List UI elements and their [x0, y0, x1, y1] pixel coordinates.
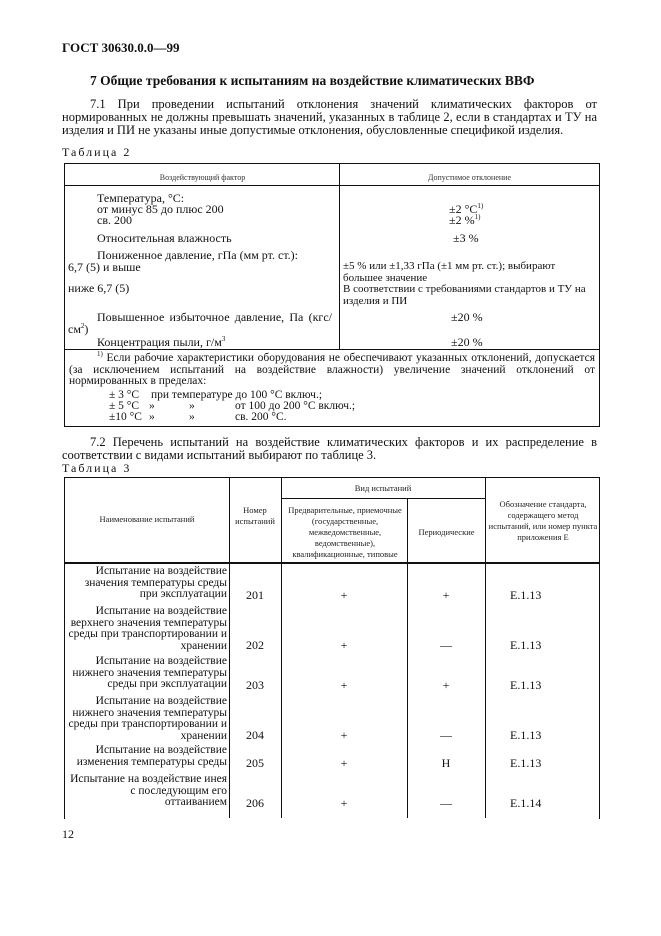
section-title: 7 Общие требования к испытаниям на воздействие климатических ВВФ [90, 73, 535, 88]
lowp-range2: ниже 6,7 (5) [68, 281, 130, 295]
fn-line3-dev: ±10 °С [109, 411, 142, 423]
table-row-202-number: 202 [246, 638, 264, 652]
dust-dev: ±20 % [451, 335, 483, 349]
table-row-203-per: + [442, 678, 450, 692]
highp-dev: ±20 % [451, 310, 483, 324]
table-row-202-per: — [440, 638, 452, 652]
fn-line1-cond: при температуре до 100 °С включ.; [151, 389, 323, 401]
temp-dev2: ±2 %$^{1)}$ [449, 213, 481, 227]
fn-line3-cond: св. 200 °С. [235, 411, 287, 423]
humidity-dev: ±3 % [453, 231, 479, 245]
table-row-206-name: Испытание на воздействие инея с последующим его оттаиванием [70, 773, 227, 808]
table-row-202-ref: Е.1.13 [510, 638, 542, 652]
table-row-206-number: 206 [246, 796, 264, 810]
table-row-204-number: 204 [246, 728, 264, 742]
table-row-205-per: Н [441, 756, 451, 770]
fn-line2-ditto: » [149, 400, 155, 412]
fn-line3-ditto2: » [189, 411, 195, 423]
table-row-201-name: Испытание на воздействие значения температуры среды при эксплуатации [84, 565, 227, 600]
fn-line2-ditto2: » [189, 400, 195, 412]
lowp-dev2: В соответствии с требованиями стандартов и ТУ на изделия и ПИ [343, 283, 586, 307]
table-row-205-name: Испытание на воздействие изменения температуры среды [76, 744, 227, 768]
table-row-204-pre: + [340, 728, 348, 742]
lowp-dev1: ±5 % или ±1,33 гПа (±1 мм рт. ст.); выбирают большее значение [343, 260, 556, 284]
table-row-202-name: Испытание на воздействие верхнего значения температуры среды при транспортировании и хранении [68, 605, 227, 652]
lowp-label: Пониженное давление, гПа (мм рт. ст.): [97, 248, 298, 262]
temp-range2: св. 200 [97, 213, 132, 227]
table2-caption: Таблица 2 [62, 145, 132, 159]
temp-dev1: ±2 $^\circ С^{1)}$ [449, 202, 484, 216]
table-row-204-name: Испытание на воздействие нижнего значения температуры среды при транспортировании и хранении [68, 695, 227, 742]
paragraph-7-2: 7.2 Перечень испытаний на воздействие климатических факторов и их распределение в соответствии с видами испытаний выбирают по таблице 3. [62, 435, 597, 462]
paragraph-7-1: 7.1 При проведении испытаний отклонения значений климатических факторов от нормированных не должны превышать значений, указанных в таблице 2, если в стандартах и ТУ на изделия и ПИ не указаны иные допустимые отклонения, обусловленные спецификой изделия. [62, 97, 597, 137]
table-row-206-ref: Е.1.14 [510, 796, 542, 810]
table3-header-kind: Вид испытаний [354, 483, 412, 493]
table3-header-reference: Обозначение стандарта, содержащего метод испытаний, или номер пункта приложения Е [488, 499, 598, 542]
table3-header-name: Наименование испытаний [99, 514, 195, 524]
table-row-206-pre: + [340, 796, 348, 810]
table-row-201-pre: + [340, 588, 348, 602]
table-row-203-number: 203 [246, 678, 264, 692]
lowp-range1: 6,7 (5) и выше [68, 260, 141, 274]
fn-line2-dev: ± 5 °С [109, 400, 140, 412]
table2 [64, 163, 600, 427]
document-header: ГОСТ 30630.0.0—99 [62, 40, 180, 55]
temp-label: Температура, °С: [97, 191, 185, 205]
dust-label: Концентрация пыли, $г/м^3$ [97, 335, 226, 349]
page-number: 12 [62, 827, 74, 841]
table-row-202-pre: + [340, 638, 348, 652]
fn-line1-dev: ± 3 °С [109, 389, 140, 401]
temp-range1: от минус 85 до плюс 200 [97, 202, 224, 216]
table-row-204-ref: Е.1.13 [510, 728, 542, 742]
table-row-205-pre: + [340, 756, 348, 770]
table-row-203-name: Испытание на воздействие нижнего значения температуры среды при эксплуатации [72, 655, 227, 690]
table3-header-number: Номер испытаний [235, 505, 275, 526]
table-row-206-per: — [440, 796, 452, 810]
highp-label: Повышенное избыточное давление, Па $(кгс/см^2)$ [68, 310, 332, 336]
table2-col1-header: Воздействующий фактор [159, 173, 246, 182]
table-row-201-ref: Е.1.13 [510, 588, 542, 602]
fn-line2-cond: от 100 до 200 °С включ.; [235, 400, 356, 412]
table-row-203-pre: + [340, 678, 348, 692]
table2-footnote: $^{1)}$ Если рабочие характеристики оборудования не обеспечивают указанных отклонений, допускается (за исключением испытаний на воздействие влажности) увеличение значений отклонений от нормированных в пределах: [69, 350, 595, 387]
table2-col2-header: Допустимое отклонение [428, 173, 511, 182]
table3 [64, 477, 600, 819]
table-row-205-ref: Е.1.13 [510, 756, 542, 770]
table-row-201-number: 201 [246, 588, 264, 602]
table-row-204-per: — [440, 728, 452, 742]
table3-header-preliminary: Предварительные, приемочные (государственные, межведомственные, ведомственные), квалификационные, типовые [288, 505, 402, 559]
table3-caption: Таблица 3 [62, 461, 132, 475]
table-row-203-ref: Е.1.13 [510, 678, 542, 692]
fn-line3-ditto: » [149, 411, 155, 423]
table-row-205-number: 205 [246, 756, 264, 770]
table-row-201-per: + [442, 588, 450, 602]
humidity-label: Относительная влажность [97, 231, 232, 245]
table3-header-periodic: Периодические [418, 527, 475, 537]
